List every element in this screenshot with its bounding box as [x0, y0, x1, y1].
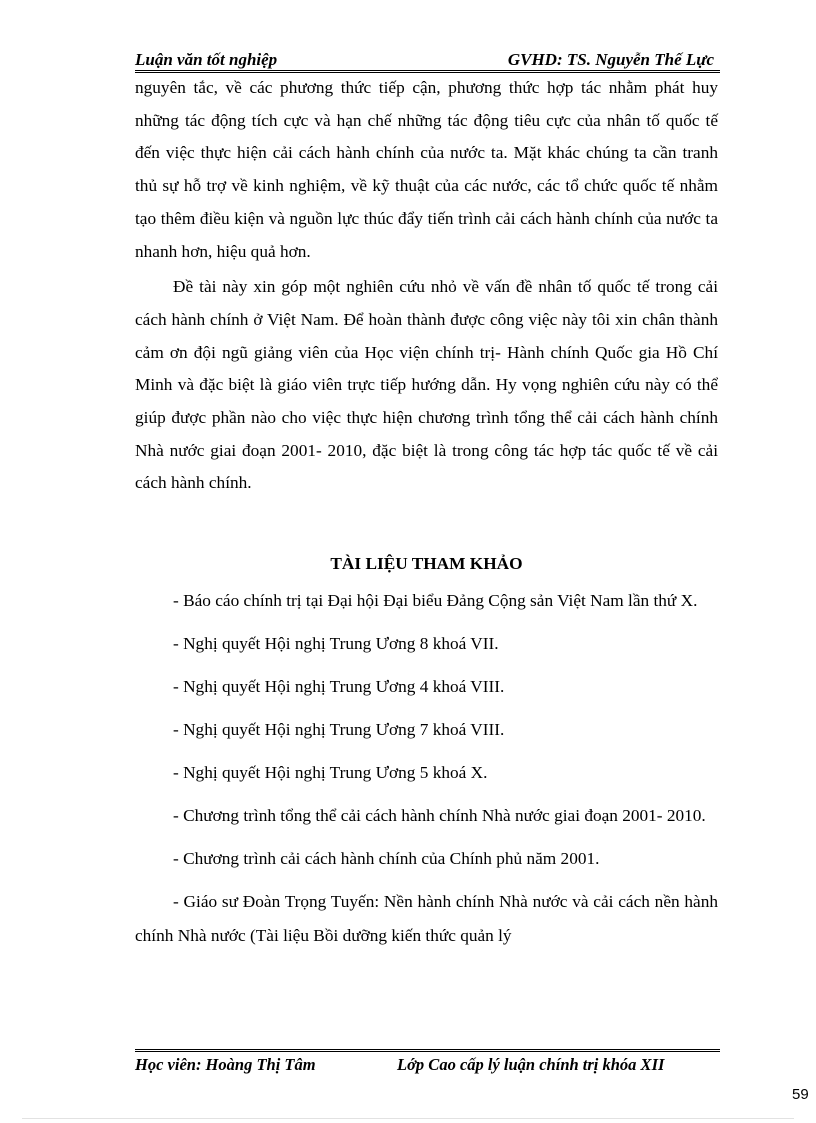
page-edge-line — [22, 1118, 794, 1119]
reference-item: - Chương trình cải cách hành chính của Chính phủ năm 2001. — [173, 849, 600, 869]
page-number: 59 — [792, 1086, 809, 1103]
reference-item: - Nghị quyết Hội nghị Trung Ương 7 khoá VIII. — [173, 720, 505, 740]
body-paragraph-1: nguyên tắc, về các phương thức tiếp cận, phương thức hợp tác nhằm phát huy những tác động tích cực và hạn chế những tác động tiêu cực của nhân tố quốc tế đến việc thực hiện cải cách hành chính của nước ta. Mặt khác chúng ta cần tranh thủ sự hỗ trợ về kinh nghiệm, về kỹ thuật của các nước, các tổ chức quốc tế nhằm tạo thêm điều kiện và nguồn lực thúc đẩy tiến trình cải cách hành chính của nước ta nhanh hơn, hiệu quả hơn. — [135, 78, 718, 261]
reference-item: - Nghị quyết Hội nghị Trung Ương 8 khoá VII. — [173, 634, 499, 654]
reference-item: - Chương trình tổng thể cải cách hành chính Nhà nước giai đoạn 2001- 2010. — [173, 806, 706, 826]
footer-class: Lớp Cao cấp lý luận chính trị khóa XII — [397, 1055, 665, 1074]
references-heading: TÀI LIỆU THAM KHẢO — [330, 554, 523, 574]
page-body — [135, 72, 718, 962]
reference-item: - Nghị quyết Hội nghị Trung Ương 5 khoá X. — [173, 763, 488, 783]
reference-item: - Báo cáo chính trị tại Đại hội Đại biểu Đảng Cộng sản Việt Nam lần thứ X. — [173, 591, 698, 611]
header-advisor: GVHD: TS. Nguyễn Thế Lực — [507, 50, 714, 69]
reference-item: - Giáo sư Đoàn Trọng Tuyến: Nền hành chính Nhà nước và cải cách nền hành chính Nhà nước (Tài liệu Bồi dưỡng kiến thức quản lý — [135, 892, 718, 946]
footer-student: Học viên: Hoàng Thị Tâm — [135, 1055, 316, 1074]
page-header — [135, 50, 720, 72]
header-thesis-title: Luận văn tốt nghiệp — [135, 50, 278, 69]
reference-item: - Nghị quyết Hội nghị Trung Ương 4 khoá VIII. — [173, 677, 505, 697]
body-paragraph-2: Đề tài này xin góp một nghiên cứu nhỏ về vấn đề nhân tố quốc tế trong cải cách hành chính ở Việt Nam. Để hoàn thành được công việc này tôi xin chân thành cảm ơn đội ngũ giảng viên của Học viện chính trị- Hành chính Quốc gia Hồ Chí Minh và đặc biệt là giáo viên trực tiếp hướng dẫn. Hy vọng nghiên cứu này có thể giúp được phần nào cho việc thực hiện chương trình tổng thể cải cách hành chính Nhà nước giai đoạn 2001- 2010, đặc biệt là trong công tác hợp tác quốc tế về cải cách hành chính. — [135, 277, 718, 493]
footer-divider — [135, 1049, 720, 1052]
